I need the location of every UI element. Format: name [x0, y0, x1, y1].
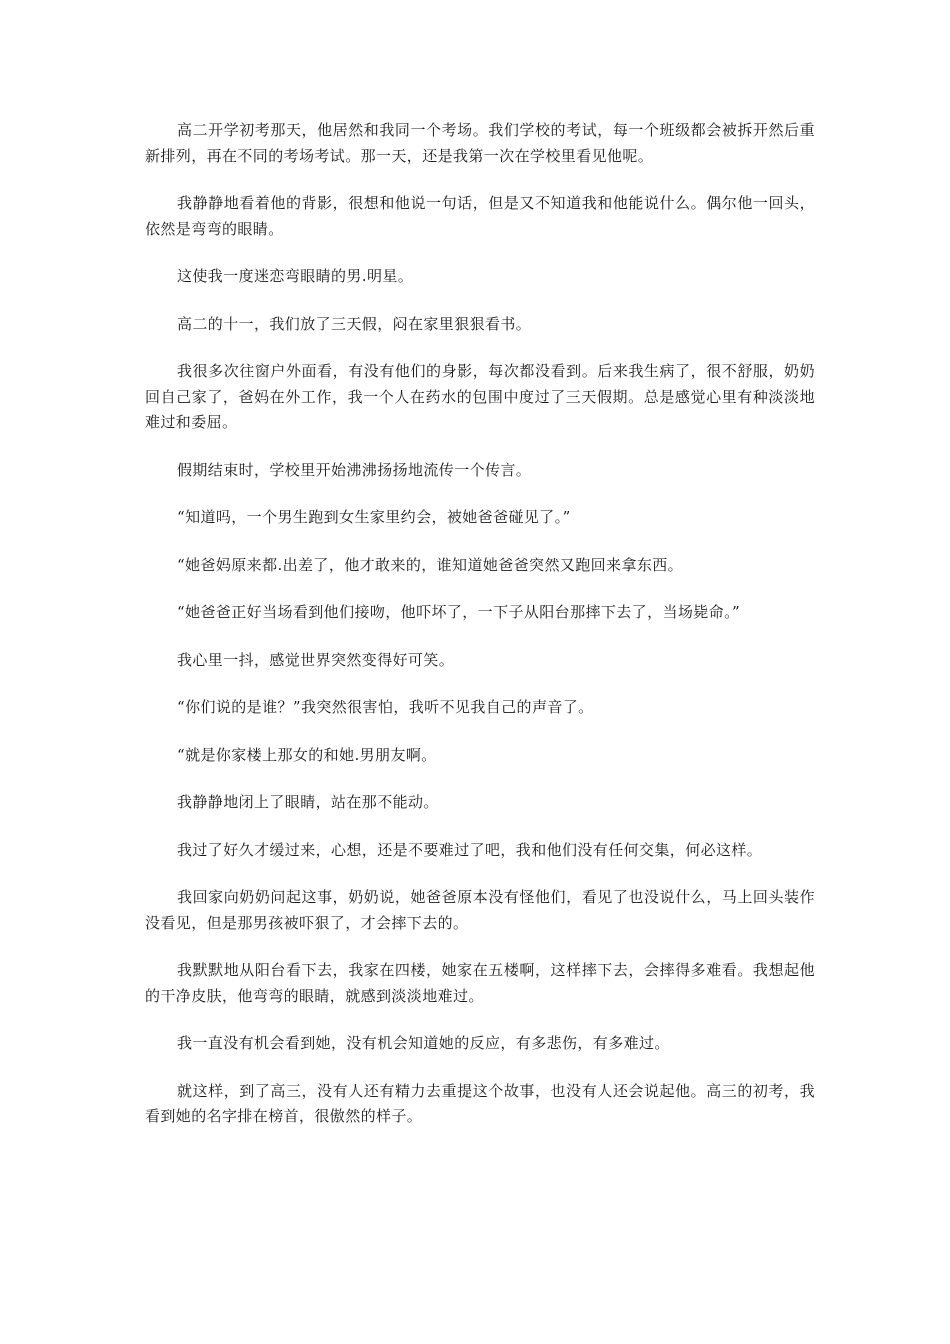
paragraph: 我过了好久才缓过来，心想，还是不要难过了吧，我和他们没有任何交集，何必这样。	[177, 840, 763, 859]
paragraph: “她爸妈原来都.出差了，他才敢来的，谁知道她爸爸突然又跑回来拿东西。	[177, 555, 684, 574]
paragraph: 高二的十一，我们放了三天假，闷在家里狠狠看书。	[177, 314, 532, 333]
paragraph: “就是你家楼上那女的和她.男朋友啊。	[177, 745, 437, 764]
paragraph: “你们说的是谁？”我突然很害怕，我听不见我自己的声音了。	[177, 698, 594, 716]
document-body	[145, 118, 815, 1152]
paragraph: “她爸爸正好当场看到他们接吻，他吓坏了，一下子从阳台那摔下去了，当场毙命。”	[177, 603, 741, 621]
paragraph: 我回家向奶奶问起这事，奶奶说，她爸爸原本没有怪他们，看见了也没说什么，马上回头装作没看见，但是那男孩被吓狠了，才会摔下去的。	[145, 888, 815, 932]
paragraph: “知道吗，一个男生跑到女生家里约会，被她爸爸碰见了。”	[177, 508, 571, 526]
paragraph: 我一直没有机会看到她，没有机会知道她的反应，有多悲伤，有多难过。	[177, 1034, 670, 1052]
paragraph: 我默默地从阳台看下去，我家在四楼，她家在五楼啊，这样摔下去，会摔得多难看。我想起他的干净皮肤，他弯弯的眼睛，就感到淡淡地难过。	[145, 961, 815, 1005]
paragraph: 假期结束时，学校里开始沸沸扬扬地流传一个传言。	[177, 460, 532, 479]
paragraph: 我很多次往窗户外面看，有没有他们的身影，每次都没看到。后来我生病了，很不舒服，奶奶回自己家了，爸妈在外工作，我一个人在药水的包围中度过了三天假期。总是感觉心里有种淡淡地难过和委屈。	[145, 362, 815, 431]
paragraph: 高二开学初考那天，他居然和我同一个考场。我们学校的考试，每一个班级都会被拆开然后重新排列，再在不同的考场考试。那一天，还是我第一次在学校里看见他呢。	[145, 121, 815, 165]
paragraph: 我静静地闭上了眼睛，站在那不能动。	[177, 793, 439, 811]
paragraph: 我心里一抖，感觉世界突然变得好可笑。	[177, 650, 455, 669]
paragraph: 就这样，到了高三，没有人还有精力去重提这个故事，也没有人还会说起他。高三的初考，我看到她的名字排在榜首，很傲然的样子。	[145, 1081, 815, 1125]
paragraph: 这使我一度迷恋弯眼睛的男.明星。	[177, 267, 414, 285]
paragraph: 我静静地看着他的背影，很想和他说一句话，但是又不知道我和他能说什么。偶尔他一回头，依然是弯弯的眼睛。	[145, 194, 815, 238]
